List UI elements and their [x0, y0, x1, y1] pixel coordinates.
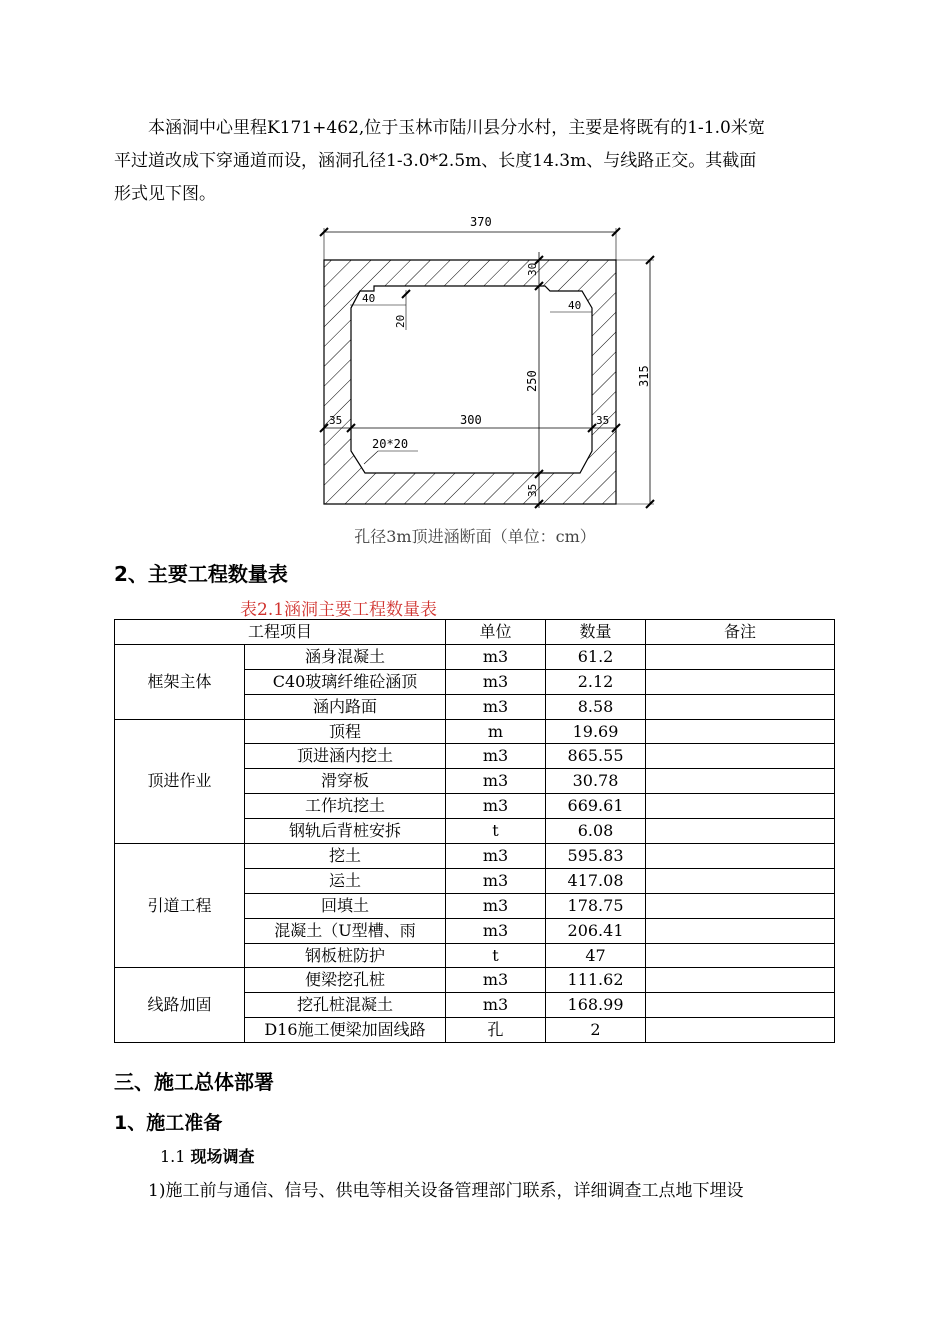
item-cell: 涵身混凝土: [245, 644, 446, 669]
qty-cell: 178.75: [546, 893, 646, 918]
note-cell: [646, 794, 835, 819]
section-3-1-heading: 1、施工准备: [114, 1112, 223, 1134]
subsection-1-1: [160, 1144, 255, 1167]
item-cell: 顶程: [245, 719, 446, 744]
qty-cell: 2.12: [546, 669, 646, 694]
item-cell: 运土: [245, 868, 446, 893]
table-title: 表2.1涵洞主要工程数量表: [240, 600, 438, 620]
unit-cell: t: [446, 943, 546, 968]
note-cell: [646, 893, 835, 918]
unit-cell: m3: [446, 644, 546, 669]
table-row: [115, 644, 835, 669]
section-3-heading: 三、施工总体部署: [114, 1070, 274, 1094]
item-cell: 回填土: [245, 893, 446, 918]
qty-cell: 111.62: [546, 968, 646, 993]
qty-cell: 30.78: [546, 769, 646, 794]
dim-width-total: 370: [470, 215, 492, 229]
group-name-cell: 框架主体: [115, 644, 245, 719]
qty-cell: 47: [546, 943, 646, 968]
note-cell: [646, 744, 835, 769]
note-cell: [646, 669, 835, 694]
qty-cell: 168.99: [546, 993, 646, 1018]
intro-line-3: 形式见下图。: [114, 184, 216, 204]
item-cell: 便梁挖孔桩: [245, 968, 446, 993]
dim-inner-height: 250: [525, 370, 539, 392]
qty-cell: 2: [546, 1018, 646, 1043]
unit-cell: 孔: [446, 1018, 546, 1043]
unit-cell: m3: [446, 993, 546, 1018]
unit-cell: m3: [446, 794, 546, 819]
item-cell: 涵内路面: [245, 694, 446, 719]
item-cell: 钢轨后背桩安拆: [245, 819, 446, 844]
body-paragraph: 1)施工前与通信、信号、供电等相关设备管理部门联系，详细调查工点地下埋设: [148, 1181, 744, 1201]
table-header-row: [115, 620, 835, 645]
unit-cell: m3: [446, 669, 546, 694]
note-cell: [646, 769, 835, 794]
figure-caption: 孔径3m顶进涵断面（单位：cm）: [354, 527, 596, 546]
item-cell: 混凝土（U型槽、雨: [245, 918, 446, 943]
unit-cell: m3: [446, 744, 546, 769]
intro-paragraph: [114, 112, 836, 211]
table-row: [115, 968, 835, 993]
item-cell: 挖土: [245, 844, 446, 869]
qty-cell: 595.83: [546, 844, 646, 869]
qty-cell: 19.69: [546, 719, 646, 744]
subsection-title: 现场调查: [190, 1147, 255, 1166]
dim-top-slab: 30: [526, 262, 539, 276]
unit-cell: m3: [446, 918, 546, 943]
dim-haunch-right-w: 40: [568, 299, 582, 312]
subsection-number: 1.1: [160, 1147, 186, 1166]
intro-line-1: 本涵洞中心里程K171+462,位于玉林市陆川县分水村，主要是将既有的1-1.0米宽: [148, 118, 765, 138]
culvert-section-drawing: [300, 212, 670, 524]
unit-cell: m3: [446, 844, 546, 869]
qty-cell: 865.55: [546, 744, 646, 769]
qty-cell: 8.58: [546, 694, 646, 719]
qty-cell: 61.2: [546, 644, 646, 669]
note-cell: [646, 844, 835, 869]
note-cell: [646, 644, 835, 669]
dim-bottom-chamfer: 20*20: [372, 437, 409, 451]
unit-cell: m3: [446, 769, 546, 794]
unit-cell: m: [446, 719, 546, 744]
note-cell: [646, 694, 835, 719]
item-cell: 工作坑挖土: [245, 794, 446, 819]
item-cell: 钢板桩防护: [245, 943, 446, 968]
note-cell: [646, 719, 835, 744]
note-cell: [646, 993, 835, 1018]
culvert-section-figure: [300, 212, 670, 524]
section-2-heading: 2、主要工程数量表: [114, 562, 288, 586]
dim-inner-width: 300: [460, 413, 482, 427]
qty-cell: 6.08: [546, 819, 646, 844]
dim-bottom-slab: 35: [526, 483, 539, 497]
qty-cell: 206.41: [546, 918, 646, 943]
group-name-cell: 线路加固: [115, 968, 245, 1043]
dim-haunch-left-w: 40: [362, 292, 376, 305]
unit-cell: m3: [446, 968, 546, 993]
dim-haunch-h: 20: [394, 314, 407, 328]
qty-cell: 417.08: [546, 868, 646, 893]
note-cell: [646, 968, 835, 993]
note-cell: [646, 1018, 835, 1043]
unit-cell: m3: [446, 694, 546, 719]
item-cell: D16施工便梁加固线路: [245, 1018, 446, 1043]
item-cell: 顶进涵内挖土: [245, 744, 446, 769]
quantity-table: [114, 619, 835, 1043]
unit-cell: m3: [446, 893, 546, 918]
note-cell: [646, 943, 835, 968]
item-cell: 滑穿板: [245, 769, 446, 794]
header-note: 备注: [646, 620, 835, 645]
dim-wall-left: 35: [329, 414, 343, 427]
dim-wall-right: 35: [596, 414, 610, 427]
item-cell: C40玻璃纤维砼涵顶: [245, 669, 446, 694]
note-cell: [646, 868, 835, 893]
dim-height-total: 315: [637, 365, 651, 387]
table-row: [115, 844, 835, 869]
header-unit: 单位: [446, 620, 546, 645]
group-name-cell: 引道工程: [115, 844, 245, 968]
header-item: 工程项目: [115, 620, 446, 645]
unit-cell: m3: [446, 868, 546, 893]
header-qty: 数量: [546, 620, 646, 645]
table-row: [115, 719, 835, 744]
item-cell: 挖孔桩混凝土: [245, 993, 446, 1018]
note-cell: [646, 819, 835, 844]
group-name-cell: 顶进作业: [115, 719, 245, 843]
unit-cell: t: [446, 819, 546, 844]
qty-cell: 669.61: [546, 794, 646, 819]
intro-line-2: 平过道改成下穿通道而设，涵洞孔径1-3.0*2.5m、长度14.3m、与线路正交。其截面: [114, 151, 757, 171]
note-cell: [646, 918, 835, 943]
